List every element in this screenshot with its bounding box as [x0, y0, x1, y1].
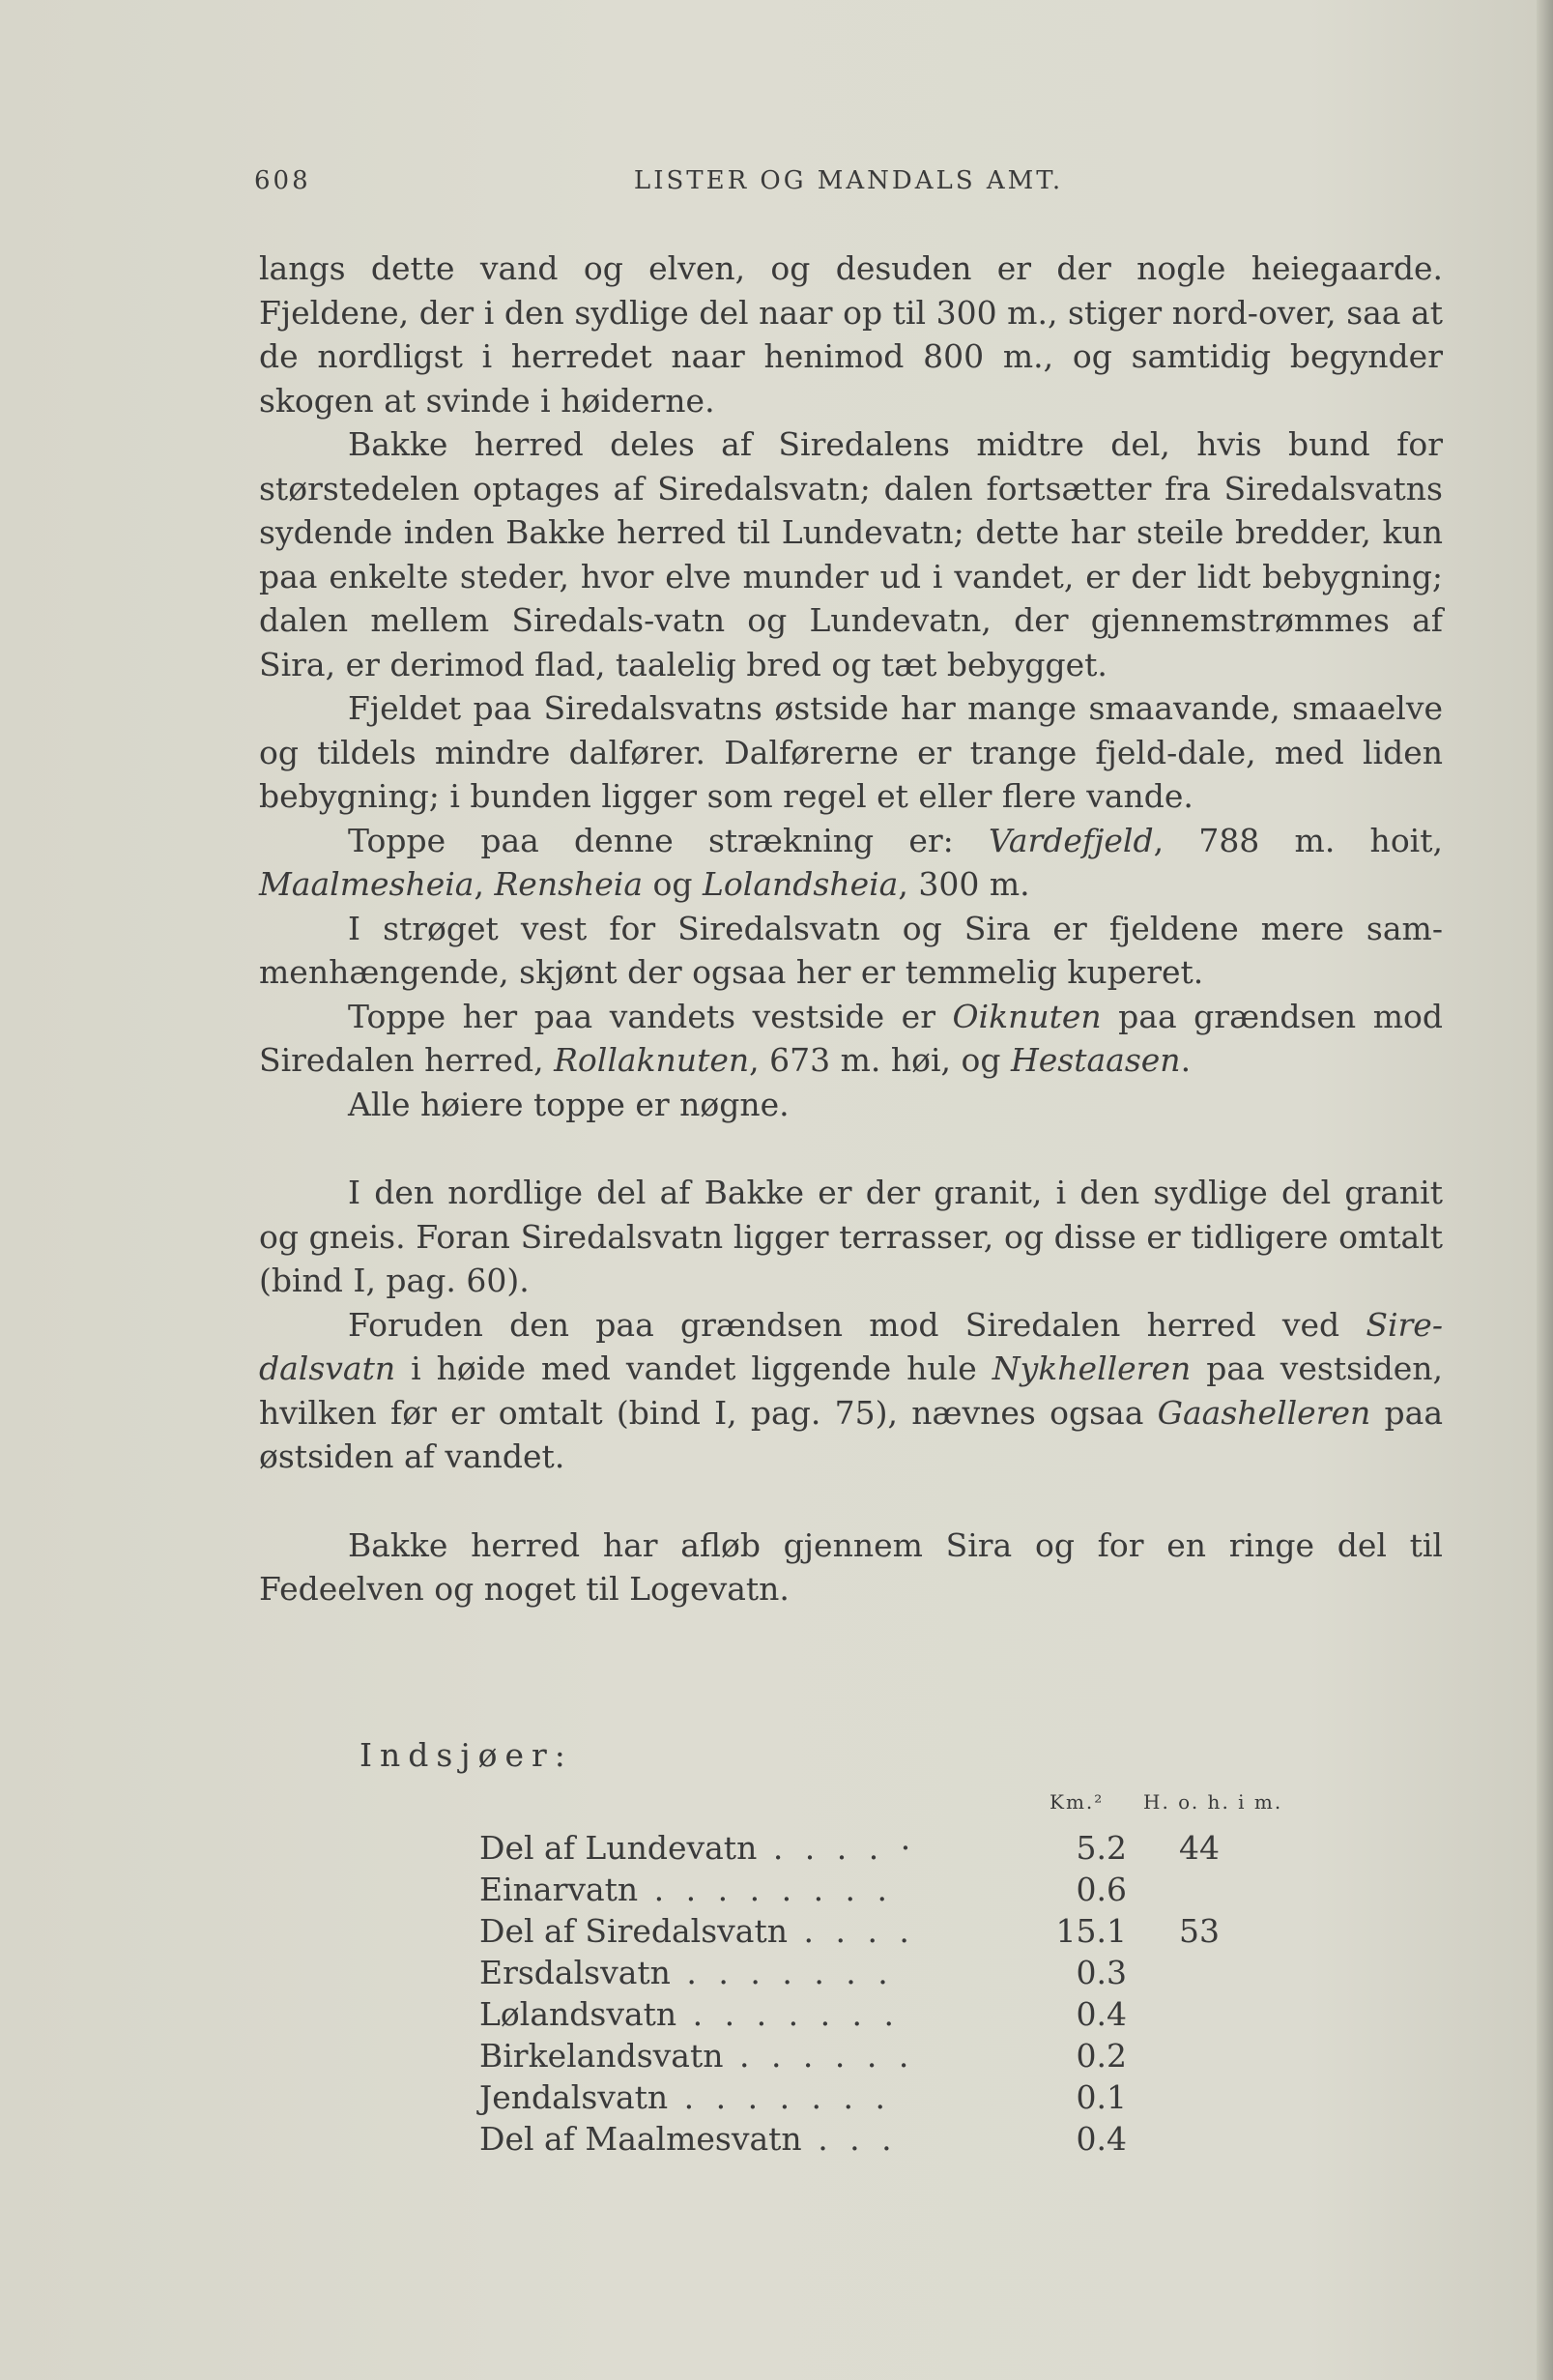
lake-name: Jendalsvatn [479, 2078, 669, 2116]
dot-leader: . . . . . . . [668, 2078, 891, 2116]
place-name: Rensheia [494, 865, 644, 903]
place-name: Rollaknuten [554, 1041, 750, 1079]
text-run: , [474, 865, 495, 903]
place-name: Sire-dalsvatn [259, 1305, 1443, 1387]
lake-name-cell [479, 1827, 1021, 1869]
dot-leader: . . . [801, 2120, 898, 2158]
column-header-height: H. o. h. i m. [1143, 1790, 1283, 1814]
lake-row [479, 1869, 1272, 1910]
lake-name-cell [479, 1910, 1021, 1952]
lake-area: 0.1 [1076, 2078, 1127, 2116]
paragraph [259, 422, 1443, 686]
lake-name: Del af Maalmesvatn [479, 2120, 802, 2158]
paragraph [259, 686, 1443, 819]
lake-area: 0.6 [1076, 1871, 1127, 1908]
page-number: 608 [254, 166, 311, 195]
place-name: Hestaasen [1010, 1041, 1181, 1079]
place-name: Lolandsheia [703, 865, 899, 903]
text-run: . [1180, 1041, 1192, 1079]
lake-area: 0.3 [1076, 1954, 1127, 1991]
lake-name: Lølandsvatn [479, 1995, 677, 2033]
dot-leader: . . . . . . . [670, 1954, 894, 1991]
lake-name: Einarvatn [479, 1871, 639, 1908]
lake-row [479, 2035, 1272, 2076]
text-run: , 788 m. hoit, [1153, 821, 1443, 859]
text-run: , 673 m. høi, og [749, 1041, 1011, 1079]
text-run: Bakke herred har afløb gjennem Sira og for en ringe del til Fedeelven og noget til Logevatn. [259, 1525, 1443, 1608]
text-run: paa grændsen mod Siredalen herred, [259, 997, 1443, 1079]
running-title: LISTER OG MANDALS AMT. [633, 166, 1064, 195]
place-name: Gaashelleren [1157, 1393, 1371, 1432]
text-run: Bakke herred deles af Siredalens midtre del, hvis bund for størstedelen optages af Siredalsvatn; dalen fortsætter fra Siredalsvatns sydende inden Bakke herred til Lundevatn; dette har steile bredder, kun paa enkelte steder, hvor elve munder ud i vandet, er der lidt bebygning; dalen mellem Siredals-vatn og Lundevatn, der gjennemstrømmes af Sira, er derimod flad, taalelig bred og tæt bebygget. [259, 425, 1443, 683]
lake-area: 15.1 [1055, 1912, 1127, 1950]
lake-row [479, 2118, 1272, 2160]
lake-height: 53 [1179, 1912, 1220, 1950]
lake-height: 44 [1179, 1829, 1220, 1867]
dot-leader: . . . . · [757, 1829, 917, 1867]
place-name: Nykhelleren [992, 1350, 1192, 1387]
lake-row [479, 1827, 1272, 1869]
paragraph [259, 1171, 1443, 1303]
lake-height [1127, 1952, 1272, 1993]
lake-area: 0.4 [1076, 2120, 1127, 2158]
lake-name: Del af Siredalsvatn [479, 1912, 788, 1950]
text-run: Alle høiere toppe er nøgne. [348, 1085, 790, 1123]
text-run: paa vestsiden, hvilken før er omtalt (bind I, pag. 75), nævnes ogsaa [259, 1350, 1443, 1432]
paragraph [259, 247, 1443, 422]
lake-row [479, 1910, 1272, 1952]
lakes-heading: Indsjøer: [359, 1736, 573, 1774]
place-name: Vardefjeld [989, 821, 1154, 859]
lake-name: Del af Lundevatn [479, 1829, 758, 1867]
lake-name-cell [479, 2076, 1021, 2118]
lake-name: Birkelandsvatn [479, 2037, 724, 2075]
paragraph [259, 1303, 1443, 1479]
dot-leader: . . . . . . . . [638, 1871, 894, 1908]
paragraph [259, 1524, 1443, 1611]
text-run: i høide med vandet liggende hule [395, 1350, 992, 1387]
text-run: paa østsiden af vandet. [259, 1393, 1444, 1475]
place-name: Maalmesheia [259, 865, 475, 903]
lake-name-cell [479, 1993, 1021, 2035]
lakes-table [479, 1827, 1272, 2160]
lake-name-cell [479, 2035, 1021, 2076]
text-run: langs dette vand og elven, og desuden er der nogle heiegaarde. Fjeldene, der i den sydlige del naar op til 300 m., stiger nord-over, saa at de nordligst i herredet naar henimod 800 m., og samtidig begynder skogen at svinde i høiderne. [259, 249, 1443, 420]
section-gap [259, 1479, 1443, 1524]
lake-area: 0.4 [1076, 1995, 1127, 2033]
lake-name: Ersdalsvatn [479, 1954, 671, 1991]
text-run: , 300 m. [898, 865, 1030, 903]
paragraph [259, 819, 1443, 907]
lake-area: 0.2 [1076, 2037, 1127, 2075]
lake-row [479, 1952, 1272, 1993]
text-run: Toppe her paa vandets vestside er [348, 997, 953, 1035]
lake-name-cell [479, 1952, 1021, 1993]
lake-height [1127, 1993, 1272, 2035]
text-run: Fjeldet paa Siredalsvatns østside har mange smaavande, smaaelve og tildels mindre dalfører. Dalførerne er trange fjeld-dale, med liden bebygning; i bunden ligger som regel et eller flere vande. [259, 689, 1443, 815]
text-run: I strøget vest for Siredalsvatn og Sira er fjeldene mere sam-menhængende, skjønt der ogsaa her er temmelig kuperet. [259, 909, 1443, 991]
dot-leader: . . . . . . [723, 2037, 915, 2075]
text-run: og [643, 865, 704, 903]
paragraph [259, 907, 1443, 995]
dot-leader: . . . . . . . [676, 1995, 901, 2033]
dot-leader: . . . . [788, 1912, 915, 1950]
lake-height [1127, 1869, 1272, 1910]
column-header-area: Km.² [1050, 1790, 1105, 1814]
text-run: I den nordlige del af Bakke er der granit, i den sydlige del granit og gneis. Foran Siredalsvatn ligger terrasser, og disse er tidligere omtalt (bind I, pag. 60). [259, 1174, 1443, 1299]
page-edge [1537, 0, 1553, 2380]
section-gap [259, 1126, 1443, 1171]
lake-name-cell [479, 2118, 1021, 2160]
paragraph [259, 1083, 1443, 1127]
lake-row [479, 1993, 1272, 2035]
place-name: Oiknuten [952, 997, 1102, 1035]
paragraph [259, 995, 1443, 1083]
text-run: Toppe paa denne strækning er: [348, 821, 990, 859]
lake-height [1127, 2035, 1272, 2076]
page-header [254, 166, 1443, 215]
lake-row [479, 2076, 1272, 2118]
lake-height [1127, 2118, 1272, 2160]
body-text [259, 247, 1443, 1611]
lake-name-cell [479, 1869, 1021, 1910]
lake-height [1127, 2076, 1272, 2118]
text-run: Foruden den paa grændsen mod Siredalen herred ved [348, 1305, 1366, 1344]
lake-area: 5.2 [1076, 1829, 1127, 1867]
